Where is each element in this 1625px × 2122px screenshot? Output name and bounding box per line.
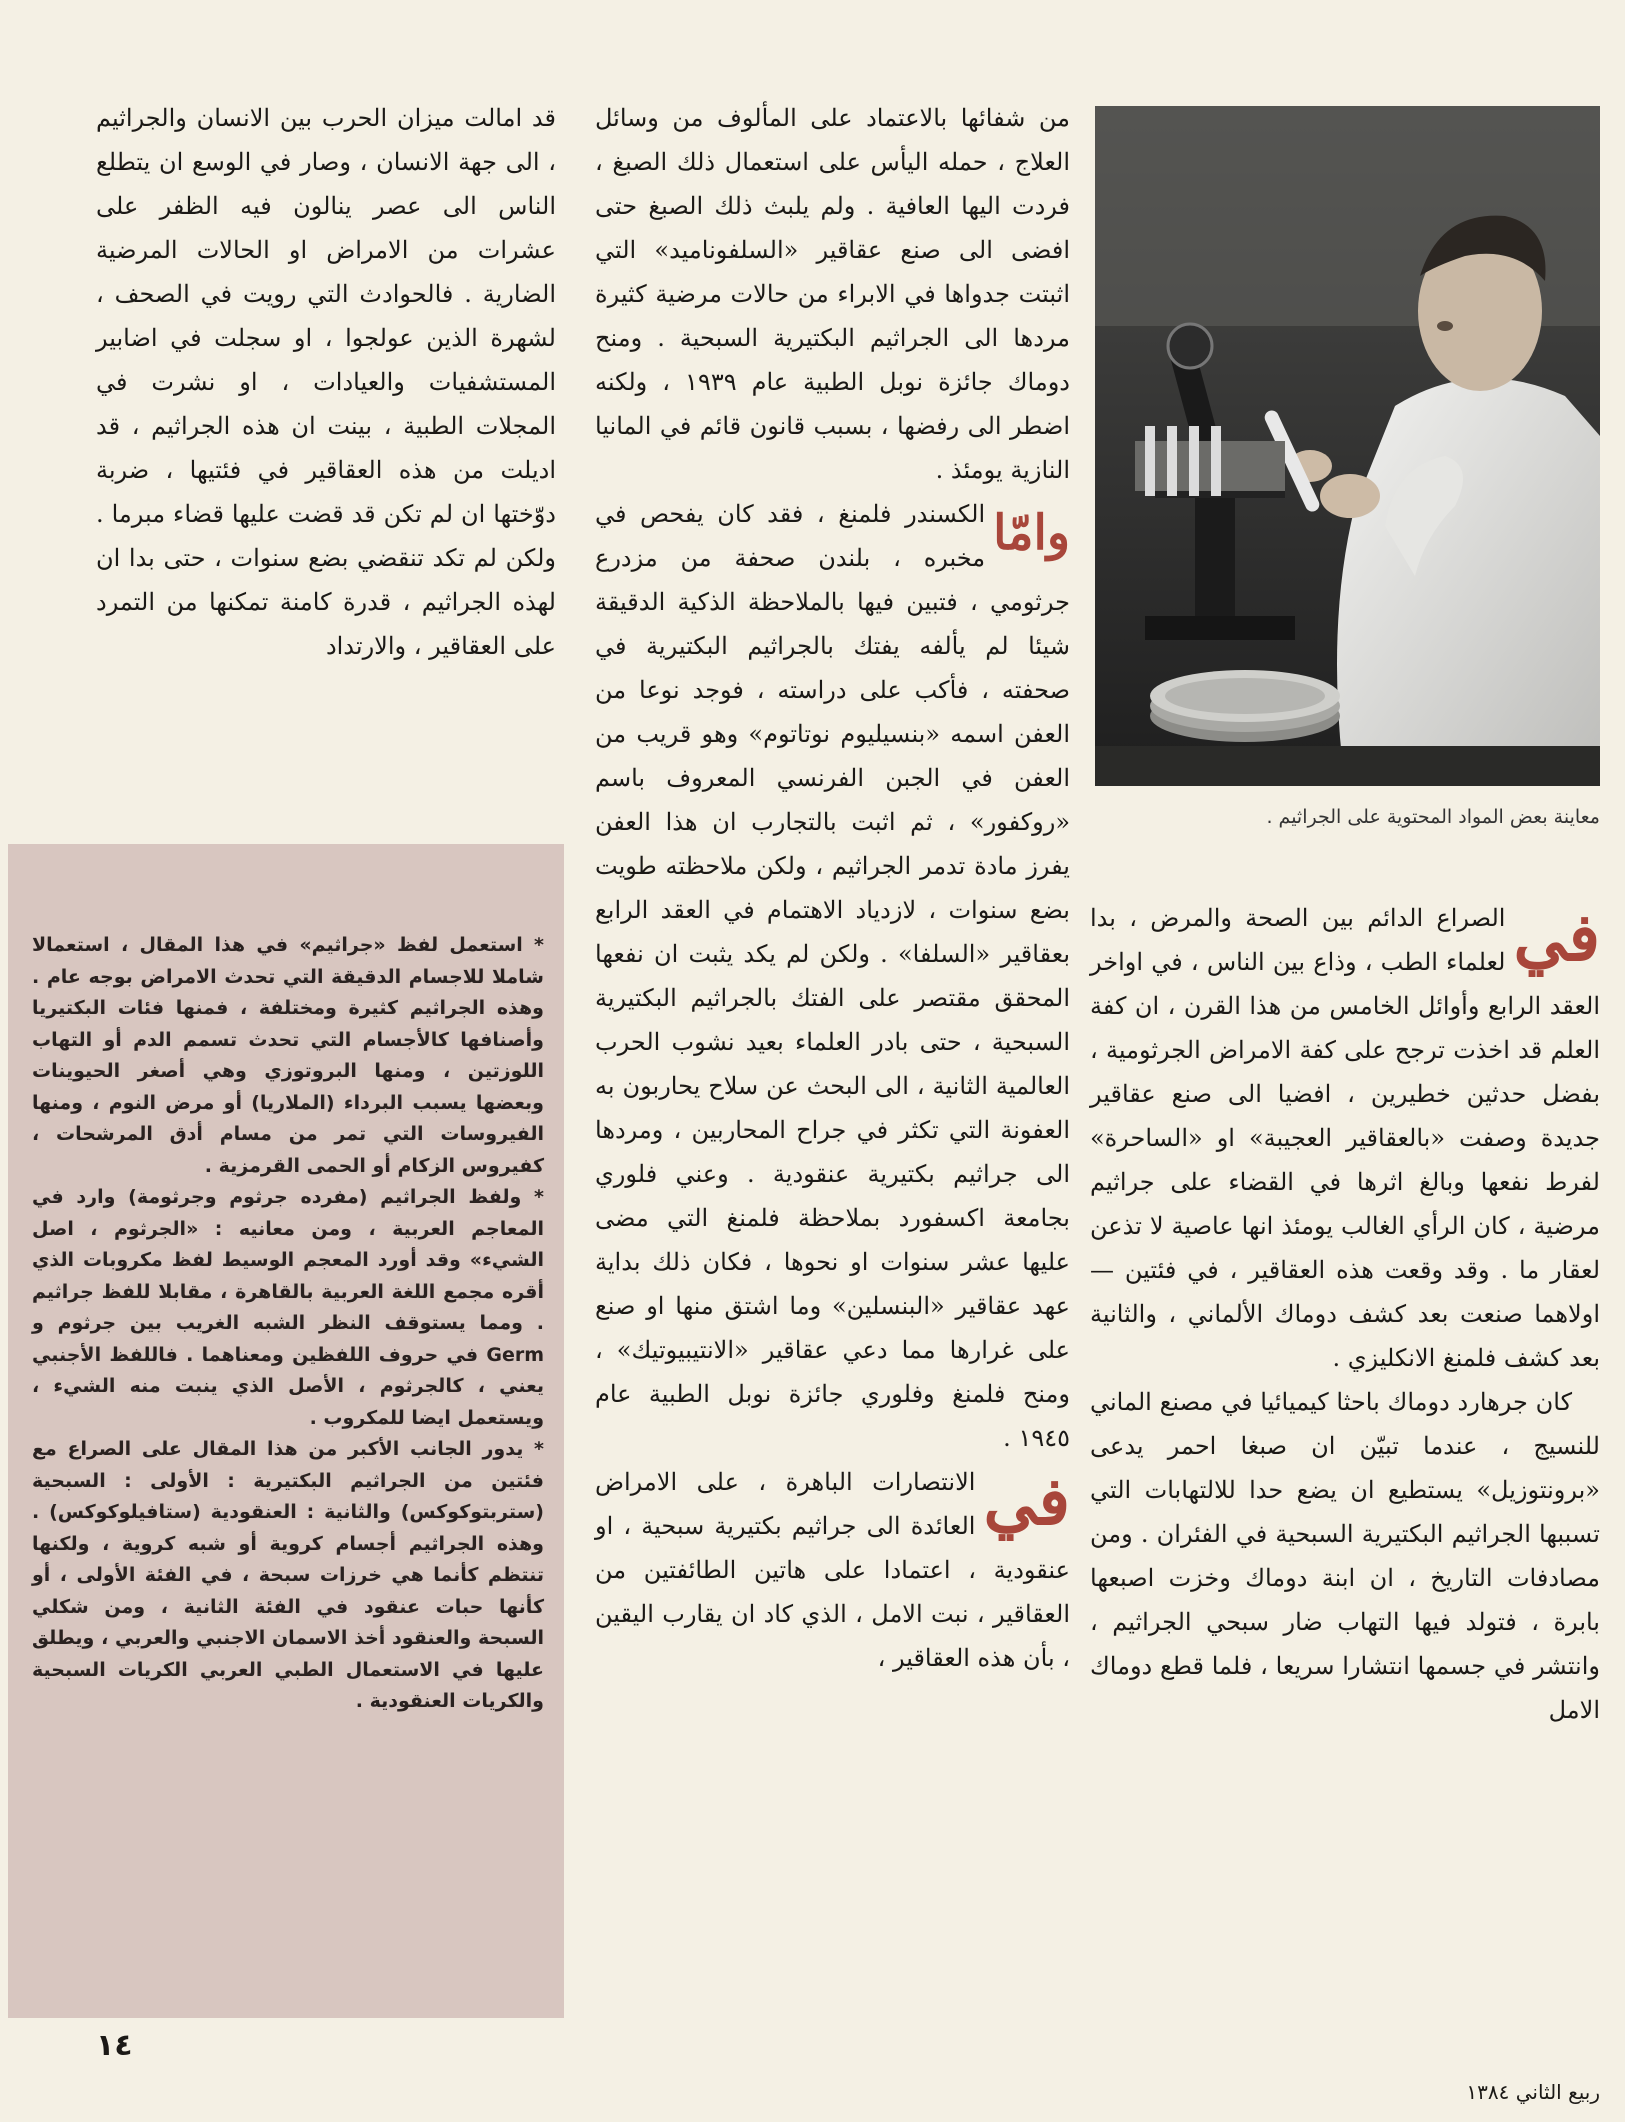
issue-date: ربيع الثاني ١٣٨٤ [1466, 2080, 1600, 2104]
article-paragraph [595, 492, 1070, 1460]
article-paragraph: قد امالت ميزان الحرب بين الانسان والجراثيم ، الى جهة الانسان ، وصار في الوسع ان يتطلع الناس الى عصر ينالون فيه الظفر على عشرات من الامراض او الحالات المرضية الضارية . فالحوادث التي رويت في الصحف ، لشهرة الذين عولجوا ، او سجلت في اضابير المستشفيات والعيادات ، او نشرت في المجلات الطبية ، بينت ان هذه الجراثيم ، قد اديلت من هذه العقاقير في فئتيها ، ضربة دوّختها ان لم تكن قد قضت عليها قضاء مبرما . ولكن لم تكد تنقضي بضع سنوات ، حتى بدا ان لهذه الجراثيم ، قدرة كامنة تمكنها من التمرد على العقاقير ، والارتداد [96, 104, 557, 660]
laboratory-photo-illustration [1095, 106, 1600, 786]
article-column-left [96, 96, 556, 668]
footnote-box [8, 844, 564, 2018]
dropcap: وامّا [993, 505, 1070, 561]
article-paragraph: كان جرهارد دوماك باحثا كيميائيا في مصنع الماني للنسيج ، عندما تبيّن ان صبغا احمر يدعى «برونتوزيل» يستطيع ان يضع حدا للالتهابات التي تسببها الجراثيم البكتيرية السبحية في الفئران . ومن مصادفات التاريخ ، ان ابنة دوماك وخزت اصبعها بابرة ، فتولد فيها التهاب ضار سبحي الجراثيم ، وانتشر في جسمها انتشارا سريعا ، فلما قطع دوماك الامل [1090, 1388, 1600, 1724]
paragraph-text: الصراع الدائم بين الصحة والمرض ، بدا لعلماء الطب ، وذاع بين الناس ، في اواخر العقد الرابع وأوائل الخامس من هذا القرن ، ان كفة العلم قد اخذت ترجح على كفة الامراض الجرثومية ، بفضل حدثين خطيرين ، افضيا الى صنع عقاقير جديدة وصفت «بالعقاقير العجيبة» او «الساحرة» لفرط نفعها وبالغ اثرها في القضاء على جراثيم مرضية ، كان الرأي الغالب يومئذ انها عاصية لا تذعن لعقار ما . وقد وقعت هذه العقاقير ، في فئتين — اولاهما صنعت بعد كشف دوماك الألماني ، والثانية بعد كشف فلمنغ الانكليزي . [1090, 904, 1601, 1372]
footnote: * ولفظ الجراثيم (مفرده جرثوم وجرثومة) وارد في المعاجم العربية ، ومن معانيه : «الجرثوم ، اصل الشيء» وقد أورد المعجم الوسيط لفظ مكروبات الذي أقره مجمع اللغة العربية بالقاهرة ، مقابلا للفظ جراثيم . ومما يستوقف النظر الشبه الغريب بين جرثوم و Germ في حروف اللفظين ومعناهما . فاللفظ الأجنبي يعني ، كالجرثوم ، الأصل الذي ينبت منه الشيء ، ويستعمل ايضا للمكروب . [32, 1186, 544, 1429]
page-number: ١٤ [96, 2028, 133, 2063]
article-paragraph [595, 1460, 1070, 1680]
paragraph-text: الانتصارات الباهرة ، على الامراض العائدة الى جراثيم بكتيرية سبحية ، او عنقودية ، اعتمادا على هاتين الطائفتين من العقاقير ، نبت الامل ، الذي كاد ان يقارب اليقين ، بأن هذه العقاقير ، [595, 1468, 1070, 1672]
article-paragraph: من شفائها بالاعتماد على المألوف من وسائل العلاج ، حمله اليأس على استعمال ذلك الصبغ ، فردت اليها العافية . ولم يلبث ذلك الصبغ حتى افضى الى صنع عقاقير «السلفوناميد» التي اثبتت جدواها في الابراء من حالات مرضية كثيرة مردها الى الجراثيم البكتيرية السبحية . ومنح دوماك جائزة نوبل الطبية عام ١٩٣٩ ، ولكنه اضطر الى رفضها ، بسبب قانون قائم في المانيا النازية يومئذ . [595, 104, 1070, 484]
article-column-middle [595, 96, 1070, 1680]
article-paragraph [1090, 896, 1600, 1380]
dropcap: في [983, 1462, 1070, 1540]
photo-caption: معاينة بعض المواد المحتوية على الجراثيم . [1266, 806, 1600, 828]
dropcap: في [1513, 898, 1600, 976]
paragraph-text: الكسندر فلمنغ ، فقد كان يفحص في مخبره ، بلندن صحفة من مزدرع جرثومي ، فتبين فيها بالملاحظة الذكية الدقيقة شيئا لم يألفه يفتك بالجراثيم البكتيرية في صحفته ، فأكب على دراسته ، فوجد نوعا من العفن اسمه «بنسيليوم نوتاتوم» وهو قريب من العفن في الجبن الفرنسي المعروف باسم «روكفور» ، ثم اثبت بالتجارب ان هذا العفن يفرز مادة تدمر الجراثيم ، ولكن ملاحظته طويت بضع سنوات ، لازدياد الاهتمام في العقد الرابع بعقاقير «السلفا» . ولكن لم يكد يثبت ان نفعها المحقق مقتصر على الفتك بالجراثيم البكتيرية السبحية ، حتى بادر العلماء بعيد نشوب الحرب العالمية الثانية ، الى البحث عن سلاح يحاربون به العفونة التي تكثر في جراح المحاربين ، ومردها الى جراثيم بكتيرية عنقودية . وعني فلوري بجامعة اكسفورد بملاحظة فلمنغ التي مضى عليها عشر سنوات او نحوها ، فكان ذلك بداية عهد عقاقير «البنسلين» وما اشتق منها او صنع على غرارها مما دعي عقاقير «الانتيبيوتيك» ، ومنح فلمنغ وفلوري جائزة نوبل الطبية عام ١٩٤٥ . [595, 500, 1070, 1452]
laboratory-photo [1095, 106, 1600, 786]
footnote: * استعمل لفظ «جراثيم» في هذا المقال ، استعمالا شاملا للاجسام الدقيقة التي تحدث الامراض بوجه عام . وهذه الجراثيم كثيرة ومختلفة ، فمنها فئات البكتيريا وأصنافها كالأجسام التي تحدث تسمم الدم أو التهاب اللوزتين ، ومنها البروتوزي وهي أصغر الحيوينات وبعضها يسبب البرداء (الملاريا) أو مرض النوم ، ومنها الفيروسات التي تمر من مسام أدق المرشحات ، كفيروس الزكام أو الحمى القرمزية . [32, 934, 544, 1177]
footnote: * يدور الجانب الأكبر من هذا المقال على الصراع مع فئتين من الجراثيم البكتيرية : الأولى : السبحية (ستربتوكوكس) والثانية : العنقودية (ستافيلوكوكس) . وهذه الجراثيم أجسام كروية أو شبه كروية ، ولكنها تنتظم كأنما هي خرزات سبحة ، في الفئة الأولى ، أو كأنها حبات عنقود في الفئة الثانية ، ومن شكلي السبحة والعنقود أخذ الاسمان الاجنبي والعربي ، ويطلق عليها في الاستعمال الطبي العربي الكريات السبحية والكريات العنقودية . [32, 1438, 544, 1712]
article-column-right [1090, 896, 1600, 1732]
